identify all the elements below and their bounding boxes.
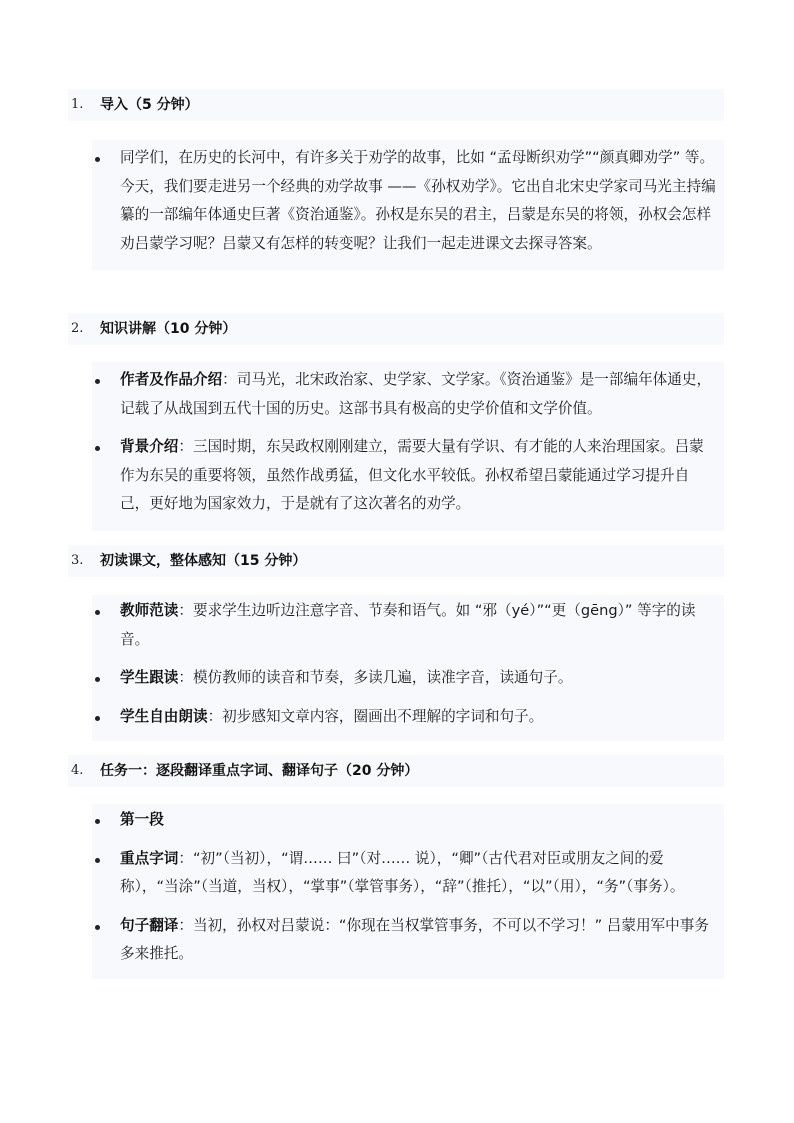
list-item xyxy=(92,912,724,969)
bullet-icon xyxy=(95,819,100,824)
list-item xyxy=(92,433,724,519)
section-body-3 xyxy=(92,595,724,741)
item-label: 学生跟读 xyxy=(120,669,179,686)
list-item xyxy=(92,806,724,835)
section-body-4 xyxy=(92,804,724,979)
bullet-icon xyxy=(95,379,100,384)
item-label: 重点字词 xyxy=(120,849,179,867)
bullet-icon xyxy=(95,610,100,615)
item-label: 教师范读 xyxy=(120,602,179,619)
section-number: 1. xyxy=(71,97,84,112)
list-item xyxy=(92,597,724,654)
item-label: 背景介绍 xyxy=(120,438,179,455)
item-text: ：模仿教师的读音和节奏，多读几遍，读准字音，读通句子。 xyxy=(178,669,573,686)
section-title: 任务一：逐段翻译重点字词、翻译句子（20 分钟） xyxy=(100,763,419,779)
section-heading-2 xyxy=(68,313,724,345)
section-title: 导入（5 分钟） xyxy=(100,97,199,113)
list-item xyxy=(92,144,724,258)
item-text: ：“初”（当初），“谓…… 曰”（对…… 说），“卿”（古代君对臣或朋友之间的爱称），“当涂”（当道，当权），“掌事”（掌管事务），“辞”（推托），“以”（用），“务”（事务）。 xyxy=(120,849,685,895)
bullet-icon xyxy=(95,925,100,930)
section-heading-3 xyxy=(68,545,724,577)
list-item xyxy=(92,366,724,423)
list-item xyxy=(92,664,724,693)
item-text: ：初步感知文章内容，圈画出不理解的字词和句子。 xyxy=(207,707,544,725)
section-title: 初读课文，整体感知（15 分钟） xyxy=(100,553,307,569)
item-text: ：要求学生边听边注意字音、节奏和语气。如 “邪（yé）”“更（gēng）” 等字的读音。 xyxy=(120,602,696,648)
section-number: 2. xyxy=(71,321,84,336)
section-title: 知识讲解（10 分钟） xyxy=(100,321,237,337)
list-item xyxy=(92,845,724,902)
bullet-icon xyxy=(95,446,100,451)
item-text: ：三国时期，东吴政权刚刚建立，需要大量有学识、有才能的人来治理国家。吕蒙作为东吴的重要将领，虽然作战勇猛，但文化水平较低。孙权希望吕蒙能通过学习提升自己，更好地为国家效力，于是就有了这次著名的劝学。 xyxy=(120,438,704,512)
section-body-1 xyxy=(92,140,724,270)
section-heading-1 xyxy=(68,89,724,121)
item-label: 句子翻译 xyxy=(120,916,179,934)
item-label: 第一段 xyxy=(120,811,164,828)
item-label: 学生自由朗读 xyxy=(120,707,208,725)
item-text: 同学们，在历史的长河中，有许多关于劝学的故事，比如 “孟母断织劝学”“颜真卿劝学” 等。今天，我们要走进另一个经典的劝学故事 ——《孙权劝学》。它出自北宋史学家司马光主持编纂的一部编年体通史巨著《资治通鉴》。孙权是东吴的君主，吕蒙是东吴的将领，孙权会怎样劝吕蒙学习呢？吕蒙又有怎样的转变呢？让我们一起走进课文去探寻答案。 xyxy=(120,149,716,252)
bullet-icon xyxy=(95,716,100,721)
item-label: 作者及作品介绍 xyxy=(120,371,223,388)
section-body-2 xyxy=(92,362,724,531)
item-text: ：司马光，北宋政治家、史学家、文学家。《资治通鉴》是一部编年体通史，记载了从战国到五代十国的历史。这部书具有极高的史学价值和文学价值。 xyxy=(120,371,712,417)
item-text: ：当初，孙权对吕蒙说：“你现在当权掌管事务，不可以不学习！” 吕蒙用军中事务多来推托。 xyxy=(120,916,709,962)
bullet-icon xyxy=(95,858,100,863)
section-heading-4 xyxy=(68,755,724,787)
section-number: 3. xyxy=(71,553,84,568)
list-item xyxy=(92,703,724,732)
section-number: 4. xyxy=(71,763,84,778)
bullet-icon xyxy=(95,677,100,682)
bullet-icon xyxy=(95,157,100,162)
